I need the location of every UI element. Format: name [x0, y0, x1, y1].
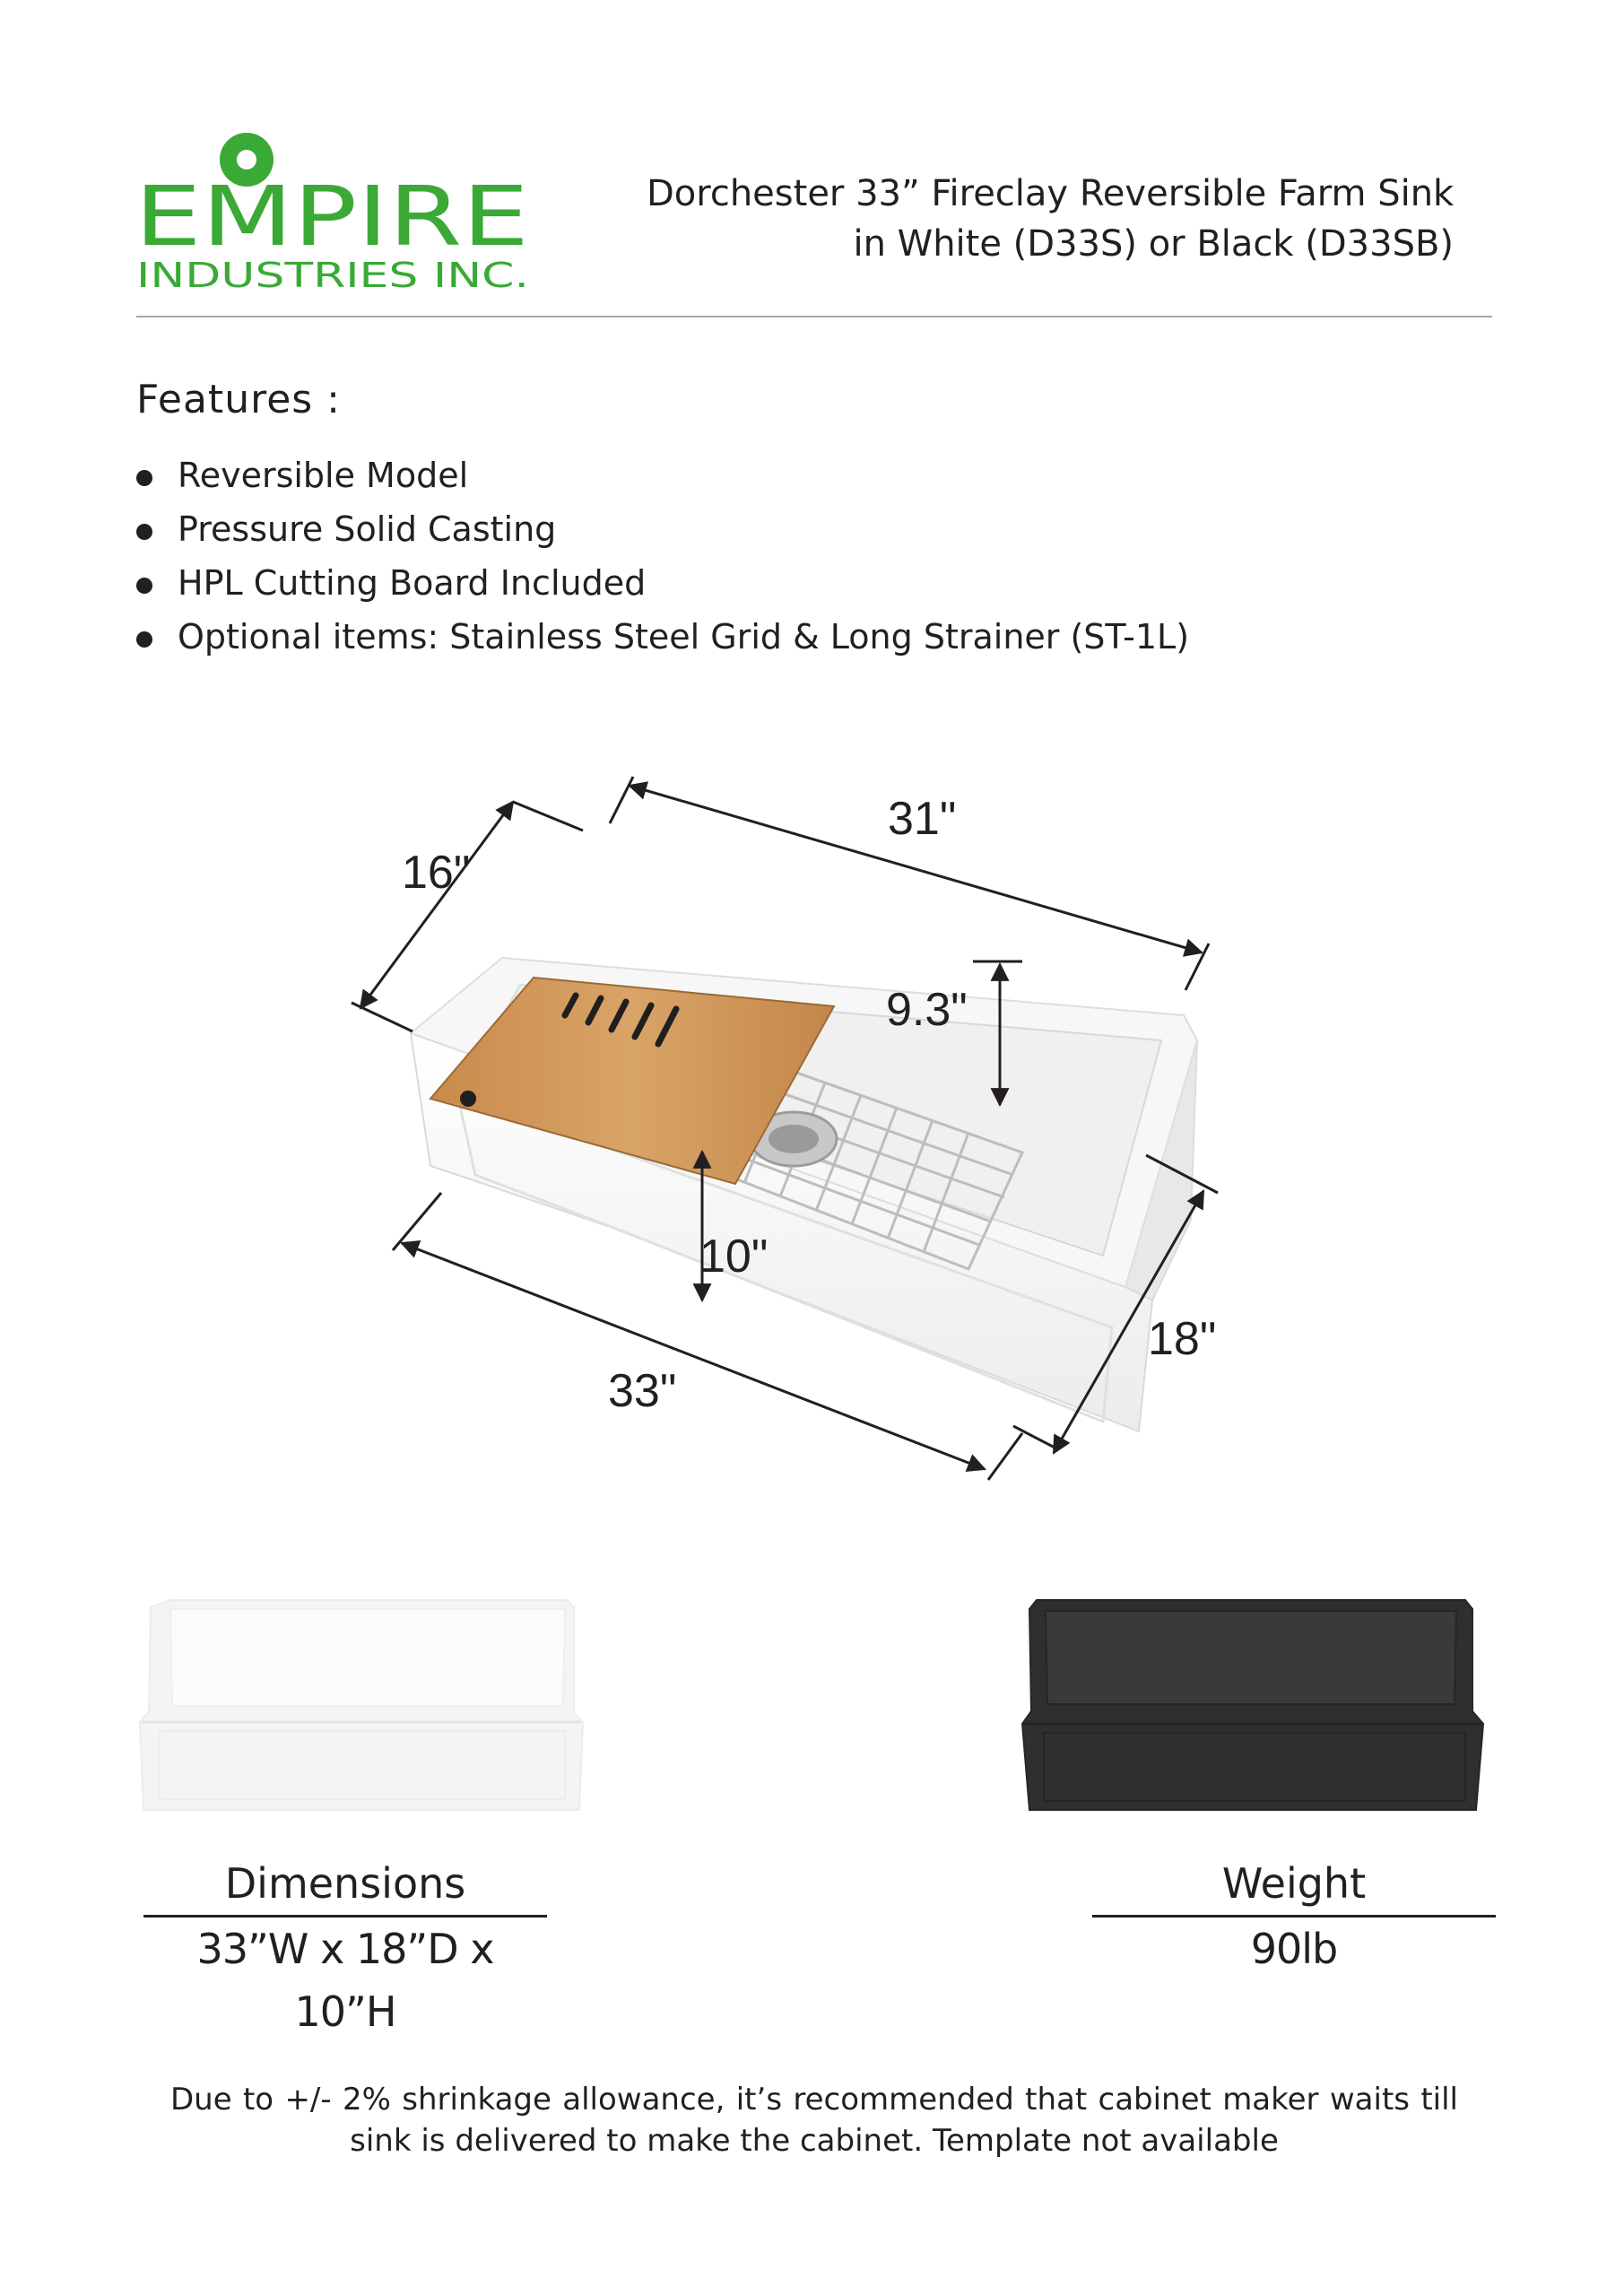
bullet-icon: [136, 578, 152, 594]
dim-label-9-3: 9.3": [886, 984, 968, 1036]
product-title-line2: in White (D33S) or Black (D33SB): [853, 223, 1454, 265]
weight-value: 90lb: [1250, 1925, 1338, 1973]
dim-label-16: 16": [402, 847, 471, 899]
svg-text:EMPIRE: EMPIRE: [135, 169, 529, 265]
dim-label-31: 31": [888, 793, 957, 845]
sink-dimension-drawing: [341, 771, 1273, 1507]
bullet-icon: [136, 470, 152, 486]
features-heading: Features :: [136, 377, 342, 422]
dimensions-value: 33”W x 18”D x 10”H: [196, 1925, 494, 2036]
feature-item: [136, 502, 1189, 556]
dim-label-18: 18": [1148, 1313, 1217, 1365]
company-logo: [135, 133, 547, 294]
dim-label-10: 10": [699, 1231, 769, 1283]
bullet-icon: [136, 524, 152, 540]
feature-text: Optional items: Stainless Steel Grid & Long Strainer (ST-1L): [178, 617, 1190, 657]
weight-label: Weight: [1221, 1859, 1367, 1908]
dimensions-spec: [143, 1852, 547, 2036]
dim-label-33: 33": [608, 1365, 677, 1417]
disclaimer-line1: Due to +/- 2% shrinkage allowance, it’s recommended that cabinet maker waits till sink is: [170, 2082, 1458, 2159]
features-list: [136, 448, 1189, 664]
product-title: [647, 169, 1454, 269]
weight-spec: [1092, 1852, 1496, 1980]
feature-text: HPL Cutting Board Included: [178, 563, 647, 603]
product-title-line1: Dorchester 33” Fireclay Reversible Farm Sink: [647, 173, 1455, 214]
feature-item: [136, 610, 1189, 664]
disclaimer-line2: delivered to make the cabinet. Template not available: [455, 2123, 1279, 2159]
bullet-icon: [136, 631, 152, 648]
feature-item: [136, 556, 1189, 610]
white-sink-image: [135, 1596, 601, 1816]
svg-text:INDUSTRIES INC.: INDUSTRIES INC.: [136, 256, 529, 294]
feature-text: Reversible Model: [178, 456, 469, 495]
dimensions-label: Dimensions: [224, 1859, 466, 1908]
feature-item: [136, 448, 1189, 502]
feature-text: Pressure Solid Casting: [178, 509, 557, 549]
disclaimer-text: [170, 2079, 1458, 2161]
black-sink-image: [1012, 1596, 1496, 1816]
header-divider: [136, 316, 1492, 317]
sink-illustration: [411, 958, 1197, 1431]
